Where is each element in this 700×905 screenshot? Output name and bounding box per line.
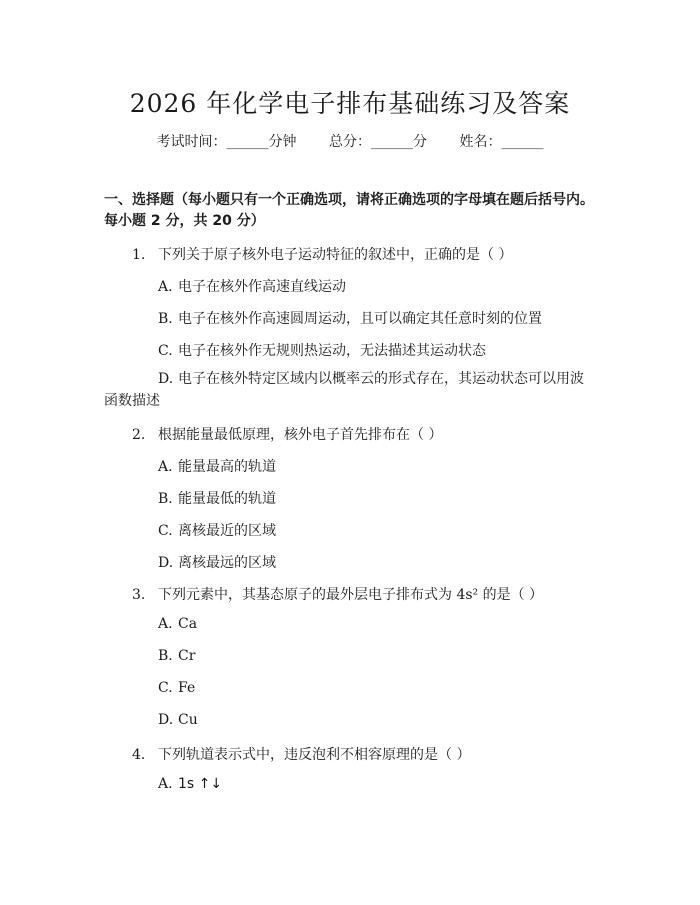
q4-option-a [158,776,222,792]
option-letter: D. [158,555,174,571]
option-text: 能量最高的轨道 [178,459,276,475]
option-text: Fe [178,680,196,696]
exam-info [0,131,700,151]
question-text: 下列元素中，其基态原子的最外层电子排布式为 4s² 的是（ ） [158,587,544,603]
question-2 [132,424,442,444]
option-text: Cr [178,648,196,664]
option-letter: B. [158,491,173,507]
question-1 [132,244,512,264]
option-text: 电子在核外特定区域内以概率云的形式存在，其运动状态可以用波函数描述 [104,371,584,409]
option-text: 1s ↑↓ [178,776,223,792]
question-text: 下列关于原子核外电子运动特征的叙述中，正确的是（ ） [158,247,513,263]
q2-option-c [158,520,276,540]
question-number: 2. [132,427,146,443]
q1-option-c [158,340,486,360]
option-letter: C. [158,523,173,539]
question-4 [132,744,470,764]
option-text: 离核最远的区域 [178,555,276,571]
student-name: 姓名：______ [459,134,544,150]
option-letter: A. [158,776,173,792]
question-3 [132,584,543,604]
section-heading: 一、选择题（每小题只有一个正确选项，请将正确选项的字母填在题后括号内。每小题 2 分，共 20 分） [104,192,594,229]
question-text: 根据能量最低原理，核外电子首先排布在（ ） [158,427,443,443]
option-letter: A. [158,459,173,475]
q3-option-d [158,712,198,728]
question-number: 4. [132,747,146,763]
q2-option-a [158,456,276,476]
option-text: 电子在核外作无规则热运动，无法描述其运动状态 [178,343,486,359]
option-letter: A. [158,279,173,295]
question-number: 1. [132,247,146,263]
option-letter: C. [158,680,173,696]
q3-option-a [158,616,197,632]
option-text: 离核最近的区域 [178,523,276,539]
q2-option-b [158,488,276,508]
option-text: Ca [178,616,198,632]
option-text: 电子在核外作高速圆周运动，且可以确定其任意时刻的位置 [178,311,542,327]
question-text: 下列轨道表示式中，违反泡利不相容原理的是（ ） [158,747,471,763]
total-score: 总分：______分 [329,134,427,150]
q1-option-a [158,276,346,296]
option-letter: D. [158,712,174,728]
question-number: 3. [132,587,146,603]
option-text: 能量最低的轨道 [178,491,276,507]
option-text: Cu [178,712,198,728]
option-letter: B. [158,311,173,327]
q1-option-b [158,308,542,328]
option-letter: C. [158,343,173,359]
option-letter: B. [158,648,173,664]
q1-option-d [104,368,584,412]
page-title: 2026 年化学电子排布基础练习及答案 [129,89,571,118]
q3-option-b [158,648,195,664]
q2-option-d [158,552,276,572]
q3-option-c [158,680,195,696]
option-text: 电子在核外作高速直线运动 [178,279,346,295]
exam-time: 考试时间：______分钟 [156,134,297,150]
option-letter: D. [158,371,174,387]
option-letter: A. [158,616,173,632]
